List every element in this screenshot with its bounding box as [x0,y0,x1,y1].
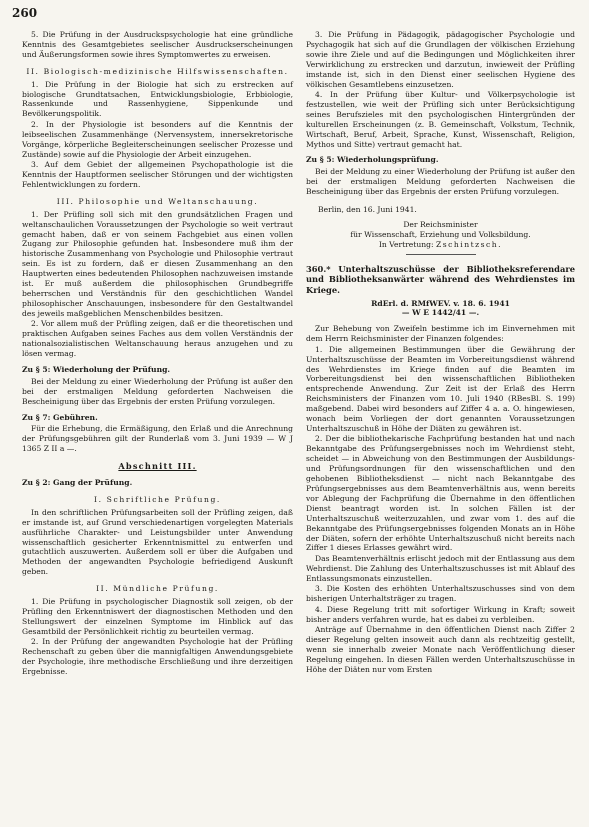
paragraph: Anträge auf Übernahme in den öffentlichen Dienst nach Ziffer 2 dieser Regelung gelten insoweit auch dann als rechtzeitig gestellt, wenn sie innerhalb zweier Monate nach Veröffentlichung dieser Regelung eingehen. In diesen Fällen werden Unterhaltszuschüsse in Höhe der Diäten nur vom Ersten [306,625,575,674]
paragraph: Bei der Meldung zu einer Wiederholung der Prüfung ist außer den bei der erstmaligen Meldung geforderten Nachweisen die Bescheinigung über das Ergebnis der ersten Prüfung vorzulegen. [22,376,293,406]
paragraph: 3. Die Kosten des erhöhten Unterhaltszuschusses sind von dem bisherigen Unterhaltsträger zu tragen. [306,584,575,604]
paragraph: 2. Der die bibliothekarische Fachprüfung bestanden hat und nach Bekanntgabe des Prüfungsergebnisses noch im Wehrdienst steht, scheidet — in Abweichung von den Bestimmungen der Ausbildungs- und Prüfungsordnungen für den wissenschaftlichen und den gehobenen Bibliotheksdienst — nicht nach Bekanntgabe des Prüfungsergebnisses aus dem Beamtenverhältnis aus, wenn bereits vor Ablegung der Fachprüfung die Übernahme in den öffentlichen Dienst beantragt worden ist. In solchen Fällen ist der Unterhaltszuschuß weiterzuzahlen, und zwar vom 1. des auf die Bekanntgabe des Prüfungsergebnisses folgenden Monats an in Höhe der Diäten, sofern der erhöhte Unterhaltszuschuß nicht bereits nach Ziffer 1 dieses Erlasses gewährt wird. [306,434,575,553]
paragraph: Das Beamtenverhältnis erlischt jedoch mit der Entlassung aus dem Wehrdienst. Die Zahlung des Unterhaltszuschusses ist mit Ablauf des Entlassungsmonats einzustellen. [306,553,575,583]
date-line: Berlin, den 16. Juni 1941. [318,205,417,215]
paragraph: 1. Der Prüfling soll sich mit den grundsätzlichen Fragen und weltanschaulichen Voraussetzungen der Psychologie so weit vertraut gemacht haben, daß er von seinem Fachgebiet aus einen vollen Zugang zur Philosophie gefunden hat. Insbesondere muß ihm der historische Zusammenhang von Psychologie und Philosophie vertraut sein. Es ist zu fordern, daß er diesen Zusammenhang an den Hauptwerten eines bedeutenden Philosophen nachzuweisen imstande ist. Er muß außerdem die philosophischen Grundbegriffe beherrschen und Verständnis für den geschichtlichen Wandel philosophischer Anschauungen, insbesondere für den Gestaltwandel des jeweils maßgeblichen Menschenbildes besitzen. [22,209,293,318]
paragraph: 3. Die Prüfung in Pädagogik, pädagogischer Psychologie und Psychagogik hat sich auf die Grundlagen der völkischen Erziehung sowie ihre Ziele und auf die Bedingungen und Möglichkeiten ihrer Verwirklichung zu erstrecken und darzutun, inwieweit der Prüfling imstande ist, sich in den Dienst einer seelischen Hygiene des völkischen Gesamtlebens einzusetzen. [306,30,575,89]
paragraph: 2. In der Physiologie ist besonders auf die Kenntnis der leibseelischen Zusammenhänge (Nervensystem, innersekretorische Vorgänge, körperliche Begleiterscheinungen seelischer Prozesse und Zustände) sowie auf die Physiologie der Arbeit einzugehen. [22,119,293,159]
right-column [306,30,575,675]
signature-line [306,240,575,250]
decree-reference: RdErl. d. RMfWEV. v. 18. 6. 1941 [371,298,510,308]
signature-prefix: In Vertretung: [378,239,434,249]
signature-ministry: für Wissenschaft, Erziehung und Volksbildung. [350,229,531,239]
section-heading: III. Philosophie und Weltanschauung. [56,196,259,206]
section-heading: II. Mündliche Prüfung. [96,584,219,594]
paragraph: Für die Erhebung, die Ermäßigung, den Erlaß und die Anrechnung der Prüfungsgebühren gilt der Runderlaß vom 3. Juni 1939 — W J 1365 Z II a —. [22,424,293,454]
paragraph: Bei der Meldung zu einer Wiederholung der Prüfung ist außer den bei der erstmaligen Meldung geforderten Nachweisen die Bescheinigung über das Ergebnis der ersten Prüfung vorzulegen. [306,167,575,197]
decree-number: — W E 1442/41 —. [401,308,480,318]
paragraph-heading: Zu § 7: Gebühren. [22,412,98,422]
page-number: 260 [12,6,38,20]
paragraph: In den schriftlichen Prüfungsarbeiten soll der Prüfling zeigen, daß er imstande ist, auf Grund verschiedenartigen vorgelegten Materials ausführliche Charakter- und Leistungsbilder unter Anwendung wissenschaftlich gesicherter Erkenntnismittel zu entwerfen und gutachtlich auszuwerten. Außerdem soll er über die Aufgaben und Methoden der angewandten Psychologie befriedigend Auskunft geben. [22,507,293,577]
paragraph: 5. Die Prüfung in der Ausdruckspsychologie hat eine gründliche Kenntnis des Gesamtgebietes seelischer Ausdruckserscheinungen und Äußerungsformen sowie ihres Symptomwertes zu erweisen. [22,30,293,59]
signature-name: Zschintzsch. [435,239,503,249]
paragraph: 1. Die allgemeinen Bestimmungen über die Gewährung der Unterhaltszuschüsse der Beamten im Vorbereitungsdienst während des Wehrdienstes im Kriege finden auf die Beamten im Vorbereitungsdienst bei den wissenschaftlichen Bibliotheken entsprechende Anwendung. Zur Zeit ist der Erlaß des Herrn Reichsministers der Finanzen vom 10. Juli 1940 (RBesBl. S. 199) maßgebend. Dabei wird besonders auf Ziffer 4 a. a. O. hingewiesen, wonach beim Vorliegen der dort genannten Voraussetzungen Unterhaltszuschuß in Höhe der Diäten zu gewähren ist. [306,344,575,433]
paragraph-heading: Zu § 2: Gang der Prüfung. [22,478,133,488]
paragraph: 1. Die Prüfung in der Biologie hat sich zu erstrecken auf biologische Grundtatsachen, Entwicklungsbiologie, Erbbiologie, Rassenkunde und Rassenhygiene, Sippenkunde und Bevölkerungspolitik. [22,79,293,119]
section-heading: II. Biologisch-medizinische Hilfswissenschaften. [26,66,289,76]
paragraph: 1. Die Prüfung in psychologischer Diagnostik soll zeigen, ob der Prüfling den Erkenntniswert der diagnostischen Methoden und den Stellungswert der einzelnen Symptome im Hinblick auf das Gesamtbild der Persönlichkeit richtig zu beurteilen vermag. [22,597,293,636]
section-title: Abschnitt III. [118,461,197,472]
divider [406,254,476,255]
paragraph: 2. Vor allem muß der Prüfling zeigen, daß er die theoretischen und praktischen Aufgaben seines Faches aus dem vollen Verständnis der nationalsozialistischen Weltanschauung heraus anzugehen und zu lösen vermag. [22,319,293,358]
paragraph: 3. Auf dem Gebiet der allgemeinen Psychopathologie ist die Kenntnis der Hauptformen seelischer Störungen und der wichtigsten Fehlentwicklungen zu fordern. [22,160,293,189]
paragraph-heading: Zu § 5: Wiederholungsprüfung. [306,155,439,165]
paragraph: 2. In der Prüfung der angewandten Psychologie hat der Prüfling Rechenschaft zu geben über die mannigfaltigen Anwendungsgebiete der Psychologie, ihre methodische Erschließung und ihre derzeitigen Ergebnisse. [22,637,293,677]
paragraph-heading: Zu § 5: Wiederholung der Prüfung. [22,364,171,374]
section-heading: I. Schriftliche Prüfung. [94,494,221,504]
paragraph: Zur Behebung von Zweifeln bestimme ich im Einvernehmen mit dem Herrn Reichsminister der Finanzen folgendes: [306,324,575,344]
paragraph: 4. In der Prüfung über Kultur- und Völkerpsychologie ist festzustellen, wie weit der Prüfling sich unter Berücksichtigung seines Berufszieles mit den psychologischen Hintergründen der kulturellen Erscheinungen (z. B. Gemeinschaft, Volkstum, Technik, Wirtschaft, Beruf, Arbeit, Sprache, Kunst, Wissenschaft, Religion, Mythos und Sitte) vertraut gemacht hat. [306,90,575,149]
left-column [22,30,293,678]
decree-heading: 360.* Unterhaltszuschüsse der Bibliotheksreferendare und Bibliotheksanwärter während des Wehrdienstes im Kriege. [306,263,575,295]
signature-office: Der Reichsminister [403,220,478,229]
paragraph: 4. Diese Regelung tritt mit sofortiger Wirkung in Kraft; soweit bisher anders verfahren wurde, hat es dabei zu verbleiben. [306,604,575,624]
